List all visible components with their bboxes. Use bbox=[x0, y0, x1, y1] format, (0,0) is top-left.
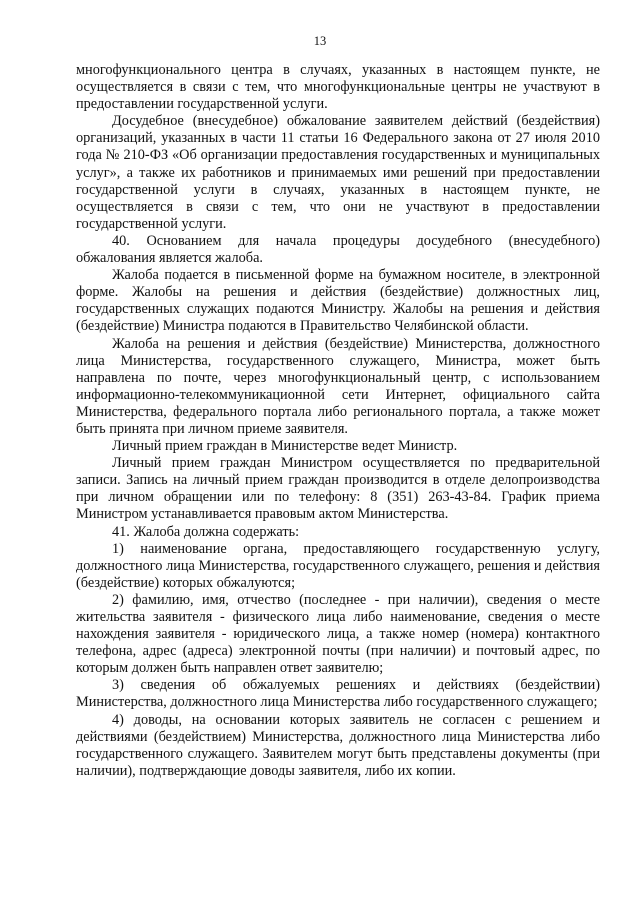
list-item-2: 2) фамилию, имя, отчество (последнее - при наличии), сведения о месте жительства заявителя - физического лица либо наименование, сведения о месте нахождения заявителя - юридического лица, а также номер (номера) контактного телефона, адрес (адреса) электронной почты (при наличии) и почтовый адрес, по которым должен быть направлен ответ заявителю; bbox=[76, 591, 600, 677]
paragraph-complaint-channels: Жалоба на решения и действия (бездействие) Министерства, должностного лица Министерства, государственного служащего, Министра, может быть направлена по почте, через многофункциональный центр, с использованием информационно-телекоммуникационной сети Интернет, официального сайта Министерства, федерального портала либо регионального портала, а также может быть принята при личном приеме заявителя. bbox=[76, 335, 600, 437]
page-number: 13 bbox=[313, 34, 327, 48]
paragraph-continuation: многофункционального центра в случаях, указанных в настоящем пункте, не осуществляется в связи с тем, что многофункциональные центры не участвуют в предоставлении государственной услуги. bbox=[76, 62, 600, 113]
paragraph-complaint-form: Жалоба подается в письменной форме на бумажном носителе, в электронной форме. Жалобы на решения и действия (бездействие) должностных лиц, государственных служащих подаются Министру. Жалобы на решения и действия (бездействие) Министра подаются в Правительство Челябинской области. bbox=[76, 267, 600, 335]
paragraph-pretrial-appeal-organizations: Досудебное (внесудебное) обжалование заявителем действий (бездействия) организаций, указанных в части 11 статьи 16 Федерального закона от 27 июля 2010 года № 210-ФЗ «Об организации предоставления государственных и муниципальных услуг», а также их работников и принимаемых ими решений при предоставлении государственной услуги в случаях, указанных в настоящем пункте, не осуществляется в связи с тем, что они не участвуют в предоставлении государственной услуги. bbox=[76, 113, 600, 232]
paragraph-personal-reception: Личный прием граждан в Министерстве ведет Министр. bbox=[112, 438, 458, 455]
list-item-4: 4) доводы, на основании которых заявитель не согласен с решением и действиями (бездействием) Министерства, должностного лица Министерства либо государственного служащего. Заявителем могут быть представлены документы (при наличии), подтверждающие доводы заявителя, либо их копии. bbox=[76, 711, 600, 779]
paragraph-41-contents: 41. Жалоба должна содержать: bbox=[112, 523, 300, 540]
paragraph-40-grounds: 40. Основанием для начала процедуры досудебного (внесудебного) обжалования является жалоба. bbox=[76, 232, 600, 267]
list-item-1: 1) наименование органа, предоставляющего государственную услугу, должностного лица Министерства, государственного служащего, решения и действия (бездействие) которых обжалуются; bbox=[76, 540, 600, 591]
document-body bbox=[76, 62, 600, 780]
list-item-3: 3) сведения об обжалуемых решениях и действиях (бездействии) Министерства, должностного лица Министерства либо государственного служащего; bbox=[76, 677, 600, 711]
paragraph-reception-appointment: Личный прием граждан Министром осуществляется по предварительной записи. Запись на личный прием граждан производится в отделе делопроизводства при личном обращении или по телефону: 8 (351) 263-43-84. График приема Министром устанавливается правовым актом Министерства. bbox=[76, 455, 600, 523]
